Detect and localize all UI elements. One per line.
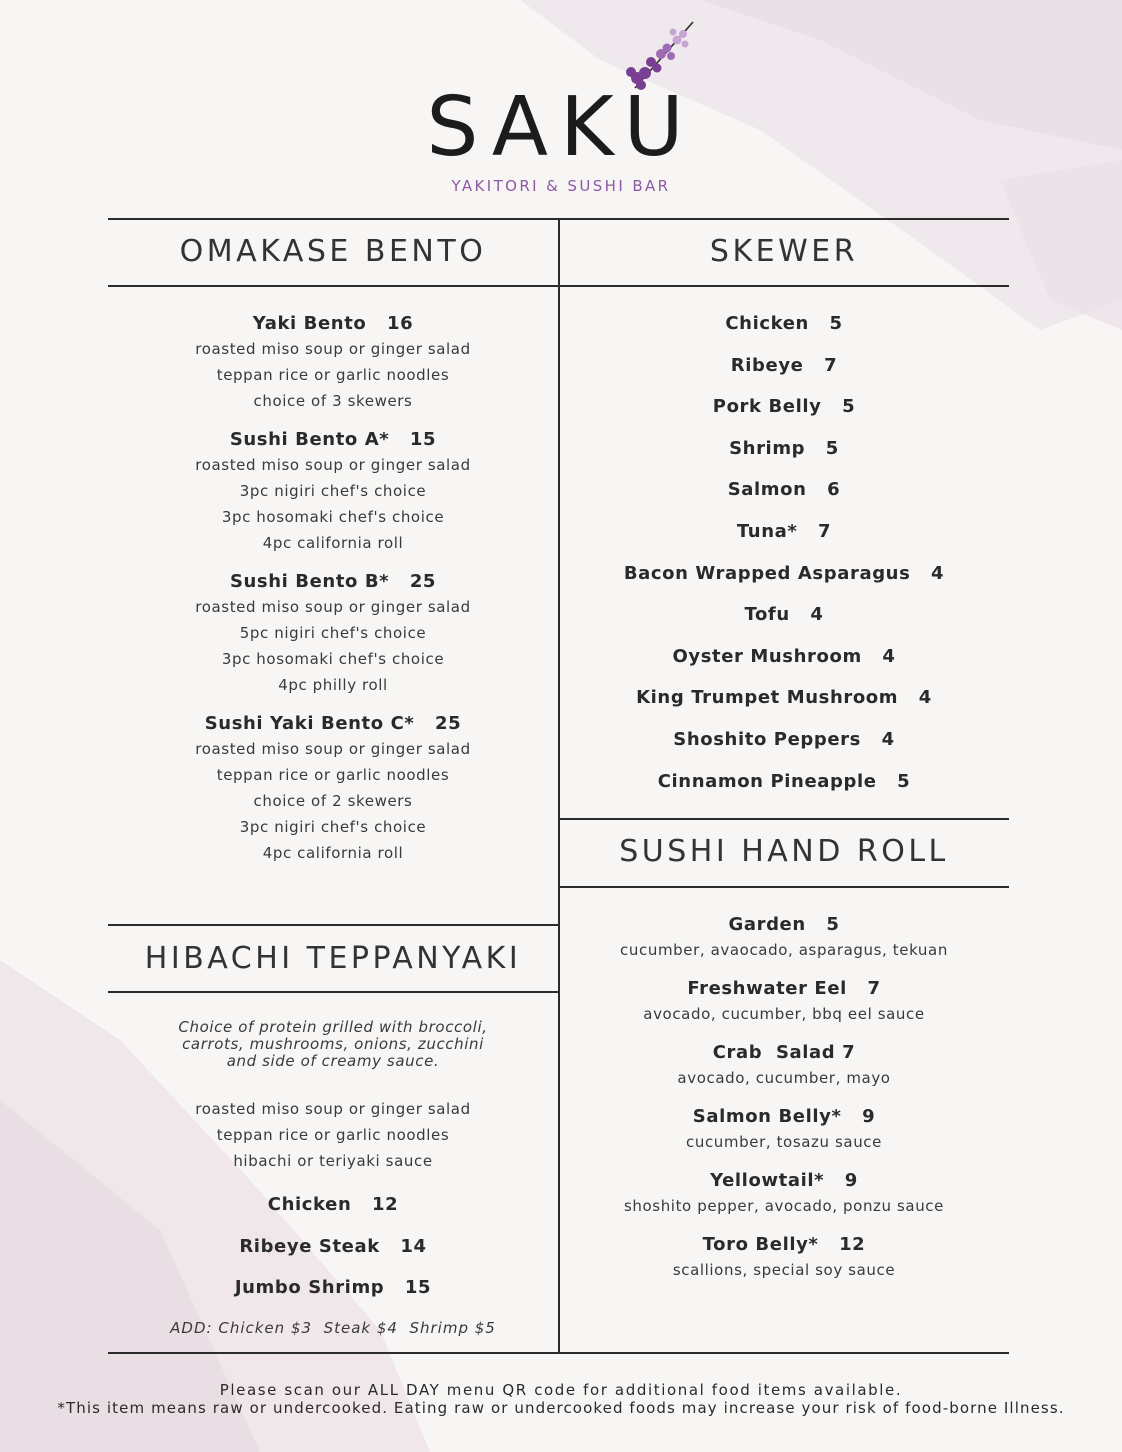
list-item bbox=[108, 712, 558, 866]
item-description: teppan rice or garlic noodles bbox=[216, 766, 450, 784]
list-item bbox=[559, 1041, 1009, 1089]
item-description: cucumber, tosazu sauce bbox=[686, 1133, 882, 1151]
list-item bbox=[108, 570, 558, 698]
item-description: 4pc california roll bbox=[262, 844, 404, 862]
list-item: Jumbo Shrimp 15 bbox=[234, 1277, 432, 1298]
item-description: roasted miso soup or ginger salad bbox=[195, 740, 471, 758]
item-description: 3pc nigiri chef's choice bbox=[239, 818, 427, 836]
hibachi-intro bbox=[108, 1019, 558, 1070]
list-item: Salmon 6 bbox=[727, 479, 841, 501]
item-description: 3pc nigiri chef's choice bbox=[239, 482, 427, 500]
item-description: 3pc hosomaki chef's choice bbox=[221, 650, 445, 668]
item-name: Toro Belly* 12 bbox=[702, 1234, 866, 1255]
item-name: Crab Salad 7 bbox=[712, 1042, 856, 1063]
footer-note-qr: Please scan our ALL DAY menu QR code for additional food items available. bbox=[219, 1381, 903, 1399]
item-description: 4pc california roll bbox=[262, 534, 404, 552]
item-description: roasted miso soup or ginger salad bbox=[195, 340, 471, 358]
item-name: Salmon Belly* 9 bbox=[692, 1106, 876, 1127]
list-item bbox=[559, 1105, 1009, 1153]
list-item: Ribeye Steak 14 bbox=[239, 1235, 427, 1257]
item-description: choice of 2 skewers bbox=[253, 792, 413, 810]
item-description: roasted miso soup or ginger salad bbox=[195, 456, 471, 474]
divider bbox=[108, 991, 558, 993]
list-item bbox=[559, 977, 1009, 1025]
item-description: avocado, cucumber, bbq eel sauce bbox=[643, 1005, 925, 1023]
footer-note-raw-warning: *This item means raw or undercooked. Eating raw or undercooked foods may increase your risk of food-borne Illness. bbox=[57, 1399, 1065, 1417]
divider bbox=[559, 818, 1009, 820]
list-item: Pork Belly 5 bbox=[712, 396, 856, 418]
item-description: shoshito pepper, avocado, ponzu sauce bbox=[623, 1197, 944, 1215]
item-description: 5pc nigiri chef's choice bbox=[239, 624, 427, 642]
skewer-list bbox=[559, 303, 1009, 802]
intro-line: carrots, mushrooms, onions, zucchini bbox=[182, 1035, 484, 1053]
item-name: Garden 5 bbox=[728, 914, 840, 935]
list-item: Shoshito Peppers 4 bbox=[673, 728, 895, 750]
item-description: scallions, special soy sauce bbox=[672, 1261, 896, 1279]
item-description: roasted miso soup or ginger salad bbox=[195, 1100, 471, 1118]
list-item: Cinnamon Pineapple 5 bbox=[657, 770, 911, 792]
list-item: Shrimp 5 bbox=[729, 437, 839, 459]
divider bbox=[108, 924, 558, 926]
hibachi-list bbox=[108, 1019, 558, 1341]
item-description: teppan rice or garlic noodles bbox=[216, 366, 450, 384]
item-description: roasted miso soup or ginger salad bbox=[195, 598, 471, 616]
item-name: Freshwater Eel 7 bbox=[687, 978, 881, 999]
handroll-list bbox=[559, 913, 1009, 1297]
list-item: King Trumpet Mushroom 4 bbox=[636, 687, 932, 709]
list-item bbox=[559, 1169, 1009, 1217]
intro-line: Choice of protein grilled with broccoli, bbox=[178, 1018, 488, 1036]
list-item bbox=[559, 1233, 1009, 1281]
brand-tagline: YAKITORI & SUSHI BAR bbox=[451, 177, 671, 195]
list-item bbox=[559, 913, 1009, 961]
section-title-hibachi: HIBACHI TEPPANYAKI bbox=[144, 941, 522, 976]
item-description: 3pc hosomaki chef's choice bbox=[221, 508, 445, 526]
list-item bbox=[108, 312, 558, 414]
list-item: Chicken 12 bbox=[267, 1194, 399, 1215]
list-item: Oyster Mushroom 4 bbox=[672, 645, 896, 667]
add-ons: ADD: Chicken $3 Steak $4 Shrimp $5 bbox=[170, 1318, 496, 1337]
section-title-omakase: OMAKASE BENTO bbox=[179, 234, 487, 269]
item-description: hibachi or teriyaki sauce bbox=[233, 1152, 433, 1170]
item-name: Sushi Bento B* 25 bbox=[229, 571, 437, 592]
item-description: choice of 3 skewers bbox=[253, 392, 413, 410]
item-description: 4pc philly roll bbox=[278, 676, 388, 694]
item-description: avocado, cucumber, mayo bbox=[677, 1069, 891, 1087]
list-item: Ribeye 7 bbox=[730, 354, 838, 376]
list-item: Bacon Wrapped Asparagus 4 bbox=[623, 562, 945, 584]
intro-line: and side of creamy sauce. bbox=[226, 1052, 440, 1070]
brand-name: SAKU bbox=[426, 80, 696, 175]
item-name: Yaki Bento 16 bbox=[252, 313, 414, 334]
item-name: Sushi Yaki Bento C* 25 bbox=[204, 713, 462, 734]
brand-logo bbox=[0, 0, 1122, 210]
item-name: Yellowtail* 9 bbox=[710, 1170, 858, 1191]
list-item bbox=[108, 428, 558, 556]
list-item: Tuna* 7 bbox=[736, 520, 832, 542]
section-title-skewer: SKEWER bbox=[709, 234, 859, 269]
omakase-list bbox=[108, 312, 558, 880]
item-name: Sushi Bento A* 15 bbox=[229, 429, 437, 450]
section-title-handroll: SUSHI HAND ROLL bbox=[619, 834, 949, 869]
item-description: cucumber, avaocado, asparagus, tekuan bbox=[620, 941, 948, 959]
divider bbox=[108, 1352, 1009, 1354]
list-item: Chicken 5 bbox=[725, 313, 843, 334]
divider bbox=[559, 886, 1009, 888]
list-item: Tofu 4 bbox=[744, 604, 824, 626]
item-description: teppan rice or garlic noodles bbox=[216, 1126, 450, 1144]
